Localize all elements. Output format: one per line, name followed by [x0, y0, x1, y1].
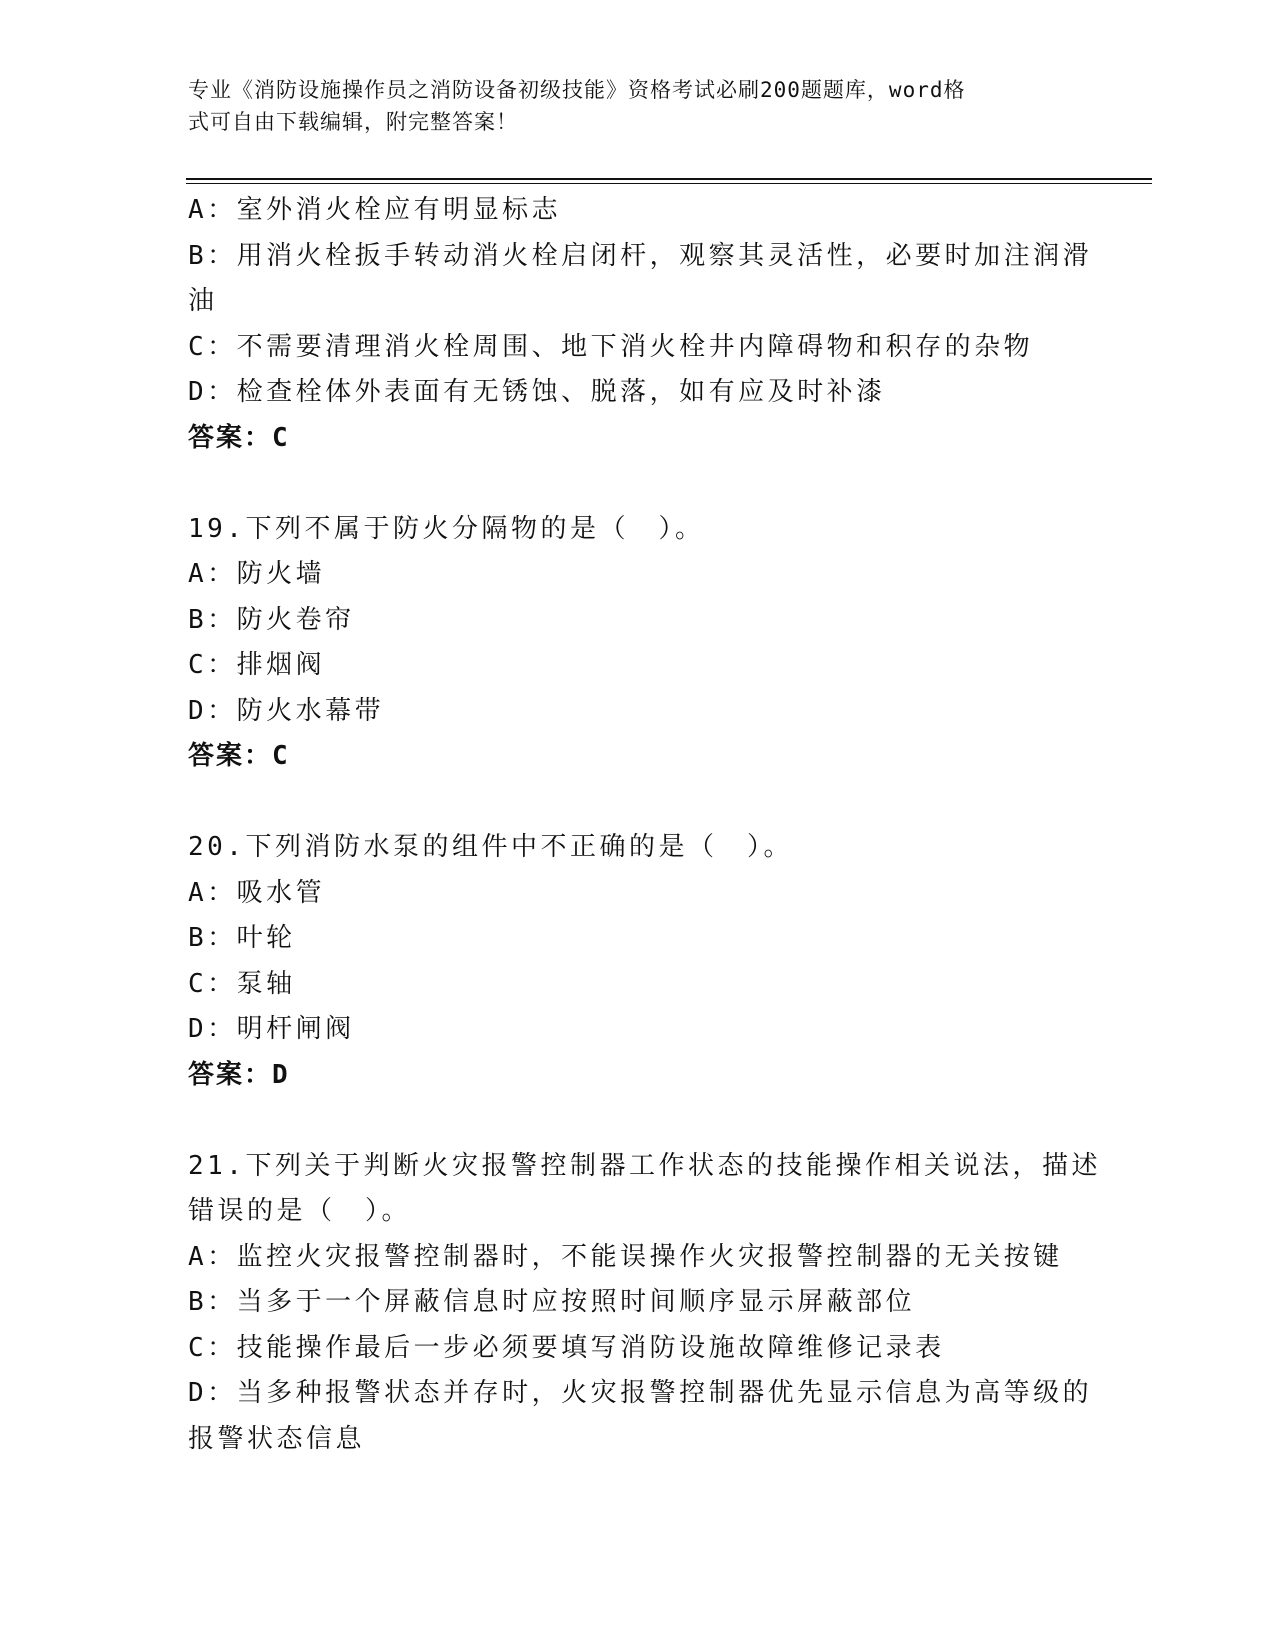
- option-d: D：防火水幕带: [188, 695, 385, 726]
- option-b: B：叶轮: [188, 923, 296, 953]
- question-19-text: 19.下列不属于防火分隔物的是（ ）。: [188, 513, 705, 544]
- option-b: B：当多于一个屏蔽信息时应按照时间顺序显示屏蔽部位: [188, 1287, 916, 1317]
- answer-19: 答案：C: [188, 741, 290, 771]
- option-d: D：明杆闸阀: [188, 1014, 355, 1044]
- spacer: [188, 1098, 1088, 1144]
- question-20-text: 20.下列消防水泵的组件中不正确的是（ ）。: [188, 832, 793, 862]
- option-c: C：技能操作最后一步必须要填写消防设施故障维修记录表: [188, 1332, 945, 1363]
- question-20-block: [188, 825, 1088, 1098]
- header-divider-thick: [186, 178, 1152, 180]
- spacer: [188, 461, 1088, 507]
- question-content: [188, 188, 1101, 1462]
- option-a: A：防火墙: [188, 559, 326, 589]
- option-a: A：室外消火栓应有明显标志: [188, 195, 562, 225]
- option-d: D：检查栓体外表面有无锈蚀、脱落，如有应及时补漆: [188, 377, 886, 407]
- option-c: C：排烟阀: [188, 650, 326, 680]
- question-21-text: 21.下列关于判断火灾报警控制器工作状态的技能操作相关说法，描述: [188, 1150, 1101, 1181]
- question-21-block: [188, 1144, 1101, 1463]
- header-divider-thin: [186, 183, 1152, 184]
- header-line-2: 式可自由下载编辑，附完整答案！: [188, 110, 518, 134]
- question-18-block: [188, 188, 1093, 461]
- option-b-continued: 油: [188, 286, 218, 316]
- option-a: A：监控火灾报警控制器时，不能误操作火灾报警控制器的无关按键: [188, 1241, 1063, 1272]
- option-d-continued: 报警状态信息: [188, 1423, 366, 1454]
- option-c: C：不需要清理消火栓周围、地下消火栓井内障碍物和积存的杂物: [188, 331, 1034, 362]
- document-header: [188, 74, 1068, 138]
- answer-20: 答案：D: [188, 1059, 290, 1090]
- option-d: D：当多种报警状态并存时，火灾报警控制器优先显示信息为高等级的: [188, 1378, 1093, 1408]
- spacer: [188, 780, 1088, 826]
- option-b: B：用消火栓扳手转动消火栓启闭杆，观察其灵活性，必要时加注润滑: [188, 240, 1093, 271]
- question-21-text-continued: 错误的是（ ）。: [188, 1196, 412, 1226]
- answer-18: 答案：C: [188, 422, 290, 453]
- header-line-1: 专业《消防设施操作员之消防设备初级技能》资格考试必刷200题题库，word格: [188, 78, 966, 102]
- question-19-block: [188, 507, 1088, 780]
- option-c: C：泵轴: [188, 968, 296, 999]
- option-a: A：吸水管: [188, 877, 326, 908]
- option-b: B：防火卷帘: [188, 604, 355, 635]
